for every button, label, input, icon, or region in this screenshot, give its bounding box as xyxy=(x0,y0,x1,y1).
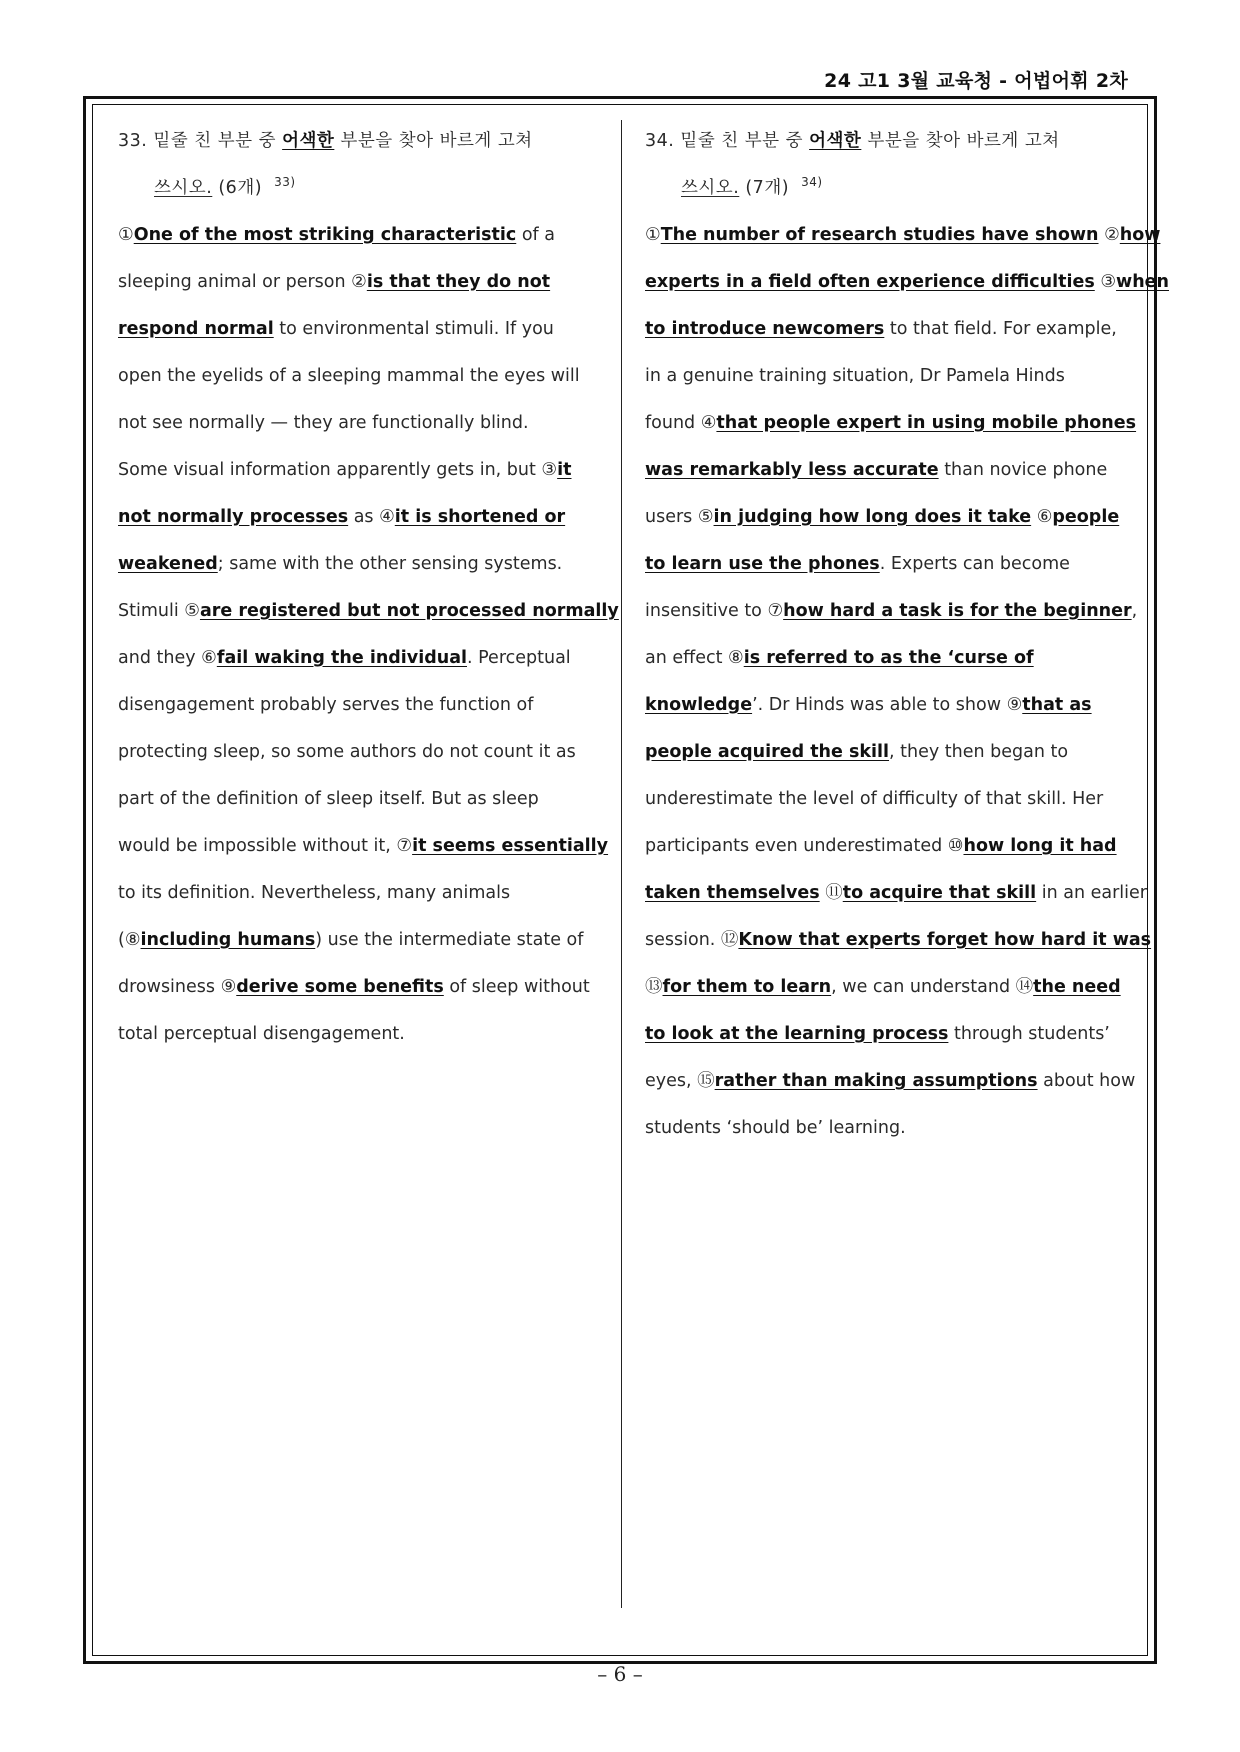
passage-line xyxy=(645,1011,1129,1058)
underlined-phrase: is referred to as the ‘curse of xyxy=(743,648,1034,668)
passage-line xyxy=(118,776,602,823)
passage-text: insensitive to ⑦ xyxy=(645,601,784,621)
passage-text: ③ xyxy=(1094,272,1117,292)
passage-line xyxy=(118,494,602,541)
passage-line xyxy=(118,212,602,259)
passage-text: through students’ xyxy=(948,1024,1110,1044)
passage-line xyxy=(645,870,1147,917)
question-34-emphasis: 어색한 xyxy=(809,131,862,151)
passage-text: protecting sleep, so some authors do not count it as xyxy=(118,742,576,762)
passage-line xyxy=(645,400,1137,447)
underlined-phrase: fail waking the individual xyxy=(216,648,467,668)
underlined-phrase: derive some benefits xyxy=(236,977,444,997)
passage-text: users ⑤ xyxy=(645,507,714,527)
passage-text: ) use the intermediate state of xyxy=(315,930,584,950)
passage-line xyxy=(645,729,1129,776)
underlined-phrase: it xyxy=(557,460,572,480)
passage-text: eyes, ⑮ xyxy=(645,1071,715,1091)
passage-line xyxy=(118,353,602,400)
underlined-phrase: to look at the learning process xyxy=(645,1024,949,1044)
passage-line xyxy=(645,964,1129,1011)
passage-line xyxy=(645,306,1129,353)
underlined-phrase: how hard a task is for the beginner xyxy=(783,601,1132,621)
underlined-phrase: people xyxy=(1052,507,1120,527)
passage-line xyxy=(118,823,609,870)
passage-text: ⑥ xyxy=(1031,507,1053,527)
passage-text: disengagement probably serves the function of xyxy=(118,695,534,715)
passage-text: ’. Dr Hinds was able to show ⑨ xyxy=(752,695,1023,715)
passage-text: ⑪ xyxy=(819,883,843,903)
passage-line xyxy=(645,776,1129,823)
underlined-phrase: weakened xyxy=(118,554,218,574)
passage-line xyxy=(645,447,1129,494)
passage-text: to that field. For example, xyxy=(884,319,1117,339)
column-divider xyxy=(621,120,622,1608)
underlined-phrase: including humans xyxy=(140,930,316,950)
question-34-prompt: 34. 밑줄 친 부분 중 어색한 부분을 찾아 바르게 고쳐 xyxy=(645,131,1060,151)
passage-line xyxy=(118,259,602,306)
passage-line xyxy=(645,682,1129,729)
underlined-phrase: Know that experts forget how hard it was xyxy=(738,930,1152,950)
underlined-phrase: in judging how long does it take xyxy=(713,507,1032,527)
question-33-count: (6개) xyxy=(218,178,263,198)
underlined-phrase: to learn use the phones xyxy=(645,554,880,574)
passage-line xyxy=(645,212,1161,259)
passage-text: than novice phone xyxy=(938,460,1108,480)
passage-line xyxy=(645,635,1129,682)
passage-text: , xyxy=(1131,601,1138,621)
underlined-phrase: that as xyxy=(1022,695,1092,715)
underlined-phrase: respond normal xyxy=(118,319,274,339)
document-header-title: 24 고1 3월 교육청 - 어법어휘 2차 xyxy=(824,70,1128,92)
passage-line xyxy=(645,823,1129,870)
passage-text: to environmental stimuli. If you xyxy=(273,319,554,339)
passage-line xyxy=(118,917,602,964)
underlined-phrase: not normally processes xyxy=(118,507,349,527)
passage-line xyxy=(118,964,602,1011)
passage-text: as ④ xyxy=(348,507,395,527)
passage-line xyxy=(118,541,602,588)
passage-text: , they then began to xyxy=(889,742,1069,762)
underlined-phrase: that people expert in using mobile phones xyxy=(716,413,1137,433)
passage-text: (⑧ xyxy=(118,930,141,950)
passage-text: participants even underestimated ⑩ xyxy=(645,836,964,856)
underlined-phrase: to introduce newcomers xyxy=(645,319,885,339)
passage-line xyxy=(645,541,1129,588)
question-33-passage xyxy=(118,212,619,1058)
page-number: – 6 – xyxy=(597,1662,643,1686)
underlined-phrase: The number of research studies have shown xyxy=(660,225,1099,245)
underlined-phrase: how xyxy=(1119,225,1161,245)
underlined-phrase: when xyxy=(1116,272,1169,292)
passage-line xyxy=(118,682,602,729)
passage-text: ② xyxy=(1098,225,1120,245)
passage-line xyxy=(118,1011,602,1058)
passage-text: open the eyelids of a sleeping mammal the eyes will xyxy=(118,366,580,386)
passage-text: ⑬ xyxy=(645,977,663,997)
passage-text: would be impossible without it, ⑦ xyxy=(118,836,413,856)
passage-line xyxy=(645,1105,1129,1152)
question-33 xyxy=(118,118,619,1058)
passage-text: in a genuine training situation, Dr Pamela Hinds xyxy=(645,366,1065,386)
passage-text: total perceptual disengagement. xyxy=(118,1024,405,1044)
passage-text: , we can understand ⑭ xyxy=(831,977,1034,997)
passage-line xyxy=(118,635,602,682)
underlined-phrase: taken themselves xyxy=(645,883,820,903)
underlined-phrase: how long it had xyxy=(963,836,1117,856)
question-33-emphasis: 어색한 xyxy=(282,131,335,151)
passage-text: of a xyxy=(516,225,555,245)
passage-text: sleeping animal or person ② xyxy=(118,272,367,292)
passage-text: students ‘should be’ learning. xyxy=(645,1118,906,1138)
question-33-number: 33. xyxy=(118,131,148,151)
passage-text: Some visual information apparently gets in, but ③ xyxy=(118,460,558,480)
passage-text: not see normally — they are functionally blind. xyxy=(118,413,529,433)
question-34-count: (7개) xyxy=(745,178,790,198)
underlined-phrase: rather than making assumptions xyxy=(714,1071,1038,1091)
passage-line xyxy=(645,1058,1136,1105)
passage-text: drowsiness ⑨ xyxy=(118,977,237,997)
passage-text: part of the definition of sleep itself. But as sleep xyxy=(118,789,539,809)
passage-text: underestimate the level of difficulty of that skill. Her xyxy=(645,789,1104,809)
passage-line xyxy=(118,447,602,494)
passage-text: ; same with the other sensing systems. xyxy=(217,554,563,574)
question-34-footnote: 34) xyxy=(801,175,823,190)
underlined-phrase: people acquired the skill xyxy=(645,742,890,762)
question-34-passage xyxy=(645,212,1169,1152)
passage-text: session. ⑫ xyxy=(645,930,739,950)
passage-text: in an earlier xyxy=(1036,883,1147,903)
passage-text: of sleep without xyxy=(443,977,590,997)
underlined-phrase: to acquire that skill xyxy=(842,883,1037,903)
passage-line xyxy=(118,588,619,635)
underlined-phrase: knowledge xyxy=(645,695,753,715)
passage-text: found ④ xyxy=(645,413,717,433)
passage-text: . Experts can become xyxy=(879,554,1070,574)
question-33-prompt-line2: 쓰시오. (6개) $^{33)}$ xyxy=(154,175,296,198)
question-33-footnote: 33) xyxy=(274,175,296,190)
passage-line xyxy=(118,729,602,776)
passage-line xyxy=(118,400,602,447)
underlined-phrase: One of the most striking characteristic xyxy=(133,225,517,245)
passage-line xyxy=(645,353,1129,400)
passage-text: and they ⑥ xyxy=(118,648,217,668)
passage-line xyxy=(645,494,1129,541)
passage-line xyxy=(645,588,1138,635)
question-33-prompt: 33. 밑줄 친 부분 중 어색한 부분을 찾아 바르게 고쳐 xyxy=(118,131,533,151)
question-34 xyxy=(645,118,1169,1152)
passage-line xyxy=(118,870,602,917)
passage-line xyxy=(645,259,1169,306)
underlined-phrase: the need xyxy=(1033,977,1121,997)
passage-text: Stimuli ⑤ xyxy=(118,601,200,621)
passage-line xyxy=(118,306,602,353)
passage-text: an effect ⑧ xyxy=(645,648,744,668)
passage-text: to its definition. Nevertheless, many animals xyxy=(118,883,511,903)
question-34-prompt-line2: 쓰시오. (7개) $^{34)}$ xyxy=(681,175,823,198)
underlined-phrase: is that they do not xyxy=(366,272,551,292)
question-34-number: 34. xyxy=(645,131,675,151)
underlined-phrase: it seems essentially xyxy=(412,836,609,856)
passage-text: about how xyxy=(1037,1071,1136,1091)
underlined-phrase: it is shortened or xyxy=(394,507,566,527)
passage-text: . Perceptual xyxy=(467,648,571,668)
underlined-phrase: for them to learn xyxy=(662,977,832,997)
underlined-phrase: are registered but not processed normally xyxy=(199,601,619,621)
passage-text: ① xyxy=(118,225,134,245)
underlined-phrase: was remarkably less accurate xyxy=(645,460,939,480)
passage-line xyxy=(645,917,1152,964)
underlined-phrase: experts in a field often experience difficulties xyxy=(645,272,1095,292)
passage-text: ① xyxy=(645,225,661,245)
